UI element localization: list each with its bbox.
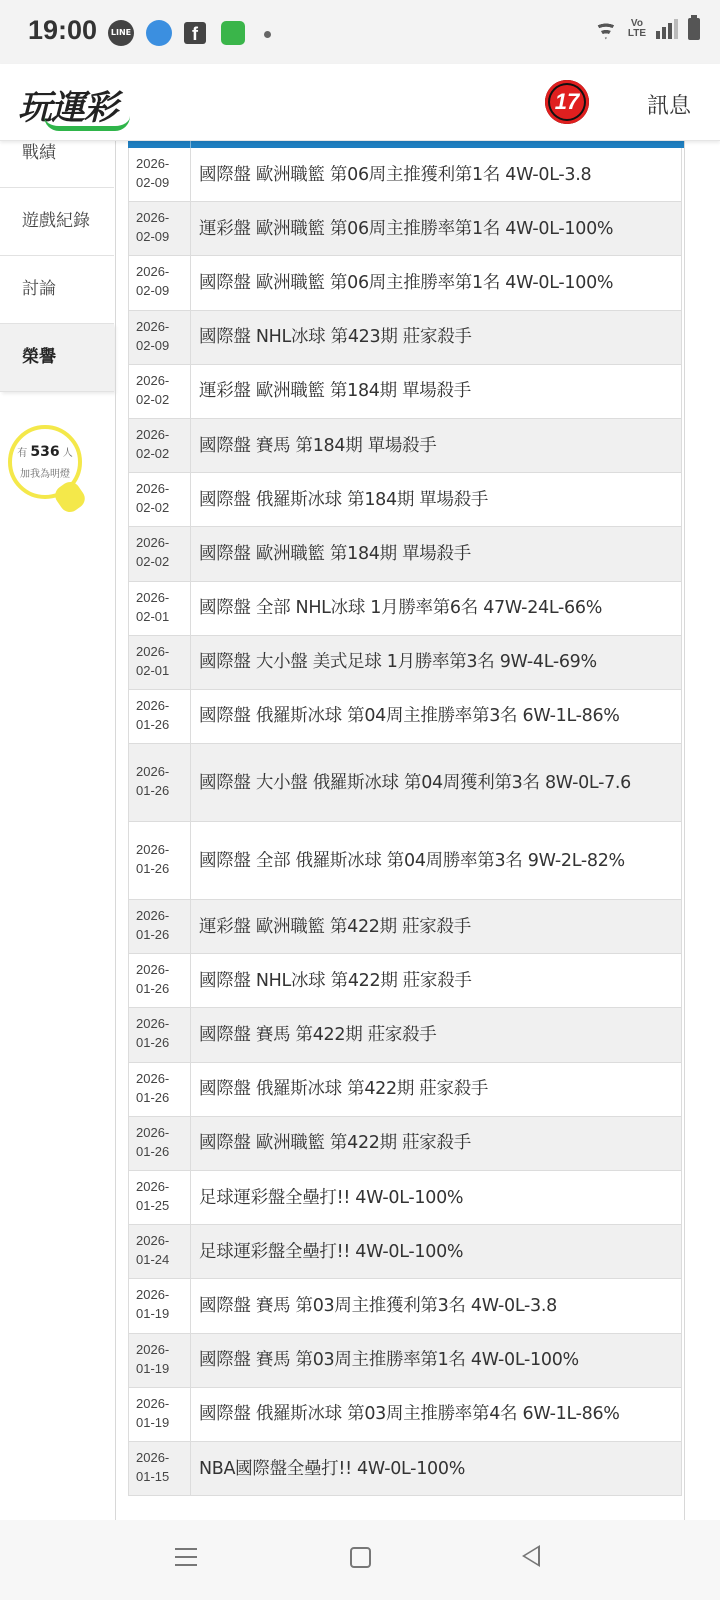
row-date (129, 900, 191, 953)
row-date-year: 2026- (136, 481, 170, 497)
row-honor-text: 運彩盤 歐洲職籃 第06周主推勝率第1名 4W-0L-100% (199, 218, 614, 239)
row-date-year: 2026- (136, 426, 170, 442)
table-row (128, 202, 682, 256)
sidebar-item-honors[interactable] (0, 324, 114, 392)
row-date-monthday: 01-26 (136, 1035, 170, 1051)
row-date-year: 2026- (136, 1179, 170, 1194)
row-date-monthday: 01-19 (136, 1360, 170, 1376)
row-date (129, 202, 191, 255)
home-icon[interactable] (350, 1547, 371, 1568)
sidebar-item-label: 遊戲紀錄 (22, 211, 90, 231)
system-nav-bar (0, 1520, 720, 1600)
row-date-monthday: 02-09 (136, 175, 170, 190)
facebook-icon: f (184, 22, 206, 44)
sidebar-item-label: 戰績 (22, 143, 56, 163)
row-honor-text: 足球運彩盤全壘打!! 4W-0L-100% (199, 1187, 464, 1208)
volte-top-label: Vo (630, 18, 643, 29)
content-right-border (684, 140, 685, 1520)
table-row (128, 582, 682, 636)
row-date-year: 2026- (136, 1395, 170, 1411)
table-row (128, 148, 682, 202)
app-header (0, 64, 720, 141)
row-date-year: 2026- (136, 764, 170, 780)
row-date-year: 2026- (136, 643, 170, 659)
row-date-monthday: 02-01 (136, 608, 170, 624)
back-icon[interactable] (522, 1545, 540, 1567)
sidebar-divider (115, 140, 116, 1520)
row-date-monthday: 01-26 (136, 716, 170, 732)
table-row (128, 1388, 682, 1442)
table-row (128, 1225, 682, 1279)
table-row (128, 1171, 682, 1225)
row-date (129, 582, 191, 635)
signal-icon (656, 19, 678, 39)
sidebar-item-game-history[interactable] (0, 188, 114, 256)
row-honor-text: 國際盤 賽馬 第422期 莊家殺手 (199, 1025, 437, 1046)
row-honor-text: 國際盤 俄羅斯冰球 第04周主推勝率第3名 6W-1L-86% (199, 706, 620, 727)
row-date-year: 2026- (136, 318, 170, 334)
sidebar (0, 140, 116, 1520)
row-date-monthday: 01-24 (136, 1252, 170, 1268)
row-date-monthday: 01-26 (136, 783, 170, 799)
row-honor-text: 運彩盤 歐洲職籃 第184期 單場殺手 (199, 381, 471, 402)
lamp-prefix: 有 (17, 448, 28, 459)
volte-icon (628, 19, 646, 39)
row-date-year: 2026- (136, 535, 170, 551)
table-row (128, 365, 682, 419)
row-honor-text: 國際盤 歐洲職籃 第06周主推勝率第1名 4W-0L-100% (199, 272, 614, 293)
row-date-monthday: 02-02 (136, 391, 170, 407)
lamp-caption: 加我為明燈 (20, 469, 70, 480)
row-date (129, 473, 191, 526)
table-row (128, 419, 682, 473)
row-date-monthday: 02-02 (136, 554, 170, 570)
row-date (129, 1008, 191, 1061)
row-date-year: 2026- (136, 1287, 170, 1303)
row-honor-text: 足球運彩盤全壘打!! 4W-0L-100% (199, 1241, 464, 1262)
line-icon: LINE (108, 20, 134, 46)
row-date-monthday: 01-19 (136, 1306, 170, 1322)
row-date (129, 1442, 191, 1495)
row-date (129, 636, 191, 689)
table-row (128, 311, 682, 365)
volte-bottom-label: LTE (627, 28, 646, 39)
table-row (128, 1334, 682, 1388)
status-right-icons (594, 18, 700, 40)
row-date-monthday: 01-26 (136, 1089, 170, 1105)
table-row (128, 900, 682, 954)
row-date (129, 1388, 191, 1441)
row-date (129, 311, 191, 364)
table-row (128, 1117, 682, 1171)
row-date-year: 2026- (136, 1016, 170, 1032)
row-date-year: 2026- (136, 1449, 170, 1465)
battery-icon (688, 18, 700, 40)
table-row (128, 744, 682, 822)
table-row (128, 822, 682, 900)
table-row (128, 1442, 682, 1496)
row-honor-text: 國際盤 歐洲職籃 第184期 單場殺手 (199, 543, 471, 564)
table-row (128, 473, 682, 527)
row-date-year: 2026- (136, 372, 170, 388)
row-date-year: 2026- (136, 697, 170, 713)
table-row (128, 1279, 682, 1333)
row-date-year: 2026- (136, 156, 170, 171)
row-date (129, 822, 191, 899)
lamp-count: 536 (30, 444, 60, 460)
table-body (128, 148, 684, 1496)
row-honor-text: 國際盤 大小盤 美式足球 1月勝率第3名 9W-4L-69% (199, 652, 597, 673)
row-date (129, 690, 191, 743)
row-date (129, 1063, 191, 1116)
row-date-year: 2026- (136, 264, 170, 280)
row-date-monthday: 02-01 (136, 662, 170, 678)
row-date (129, 1225, 191, 1278)
row-date-monthday: 01-25 (136, 1198, 170, 1213)
row-date-year: 2026- (136, 962, 170, 978)
store-icon (221, 21, 245, 45)
row-date (129, 1117, 191, 1170)
table-row (128, 636, 682, 690)
row-date (129, 1334, 191, 1387)
wifi-icon (594, 19, 618, 39)
table-row (128, 954, 682, 1008)
row-date-monthday: 01-26 (136, 927, 170, 943)
row-honor-text: 國際盤 俄羅斯冰球 第422期 莊家殺手 (199, 1079, 489, 1100)
row-honor-text: 國際盤 大小盤 俄羅斯冰球 第04周獲利第3名 8W-0L-7.6 (199, 772, 632, 793)
badge-17-icon[interactable]: 17 (545, 80, 589, 124)
row-date (129, 1171, 191, 1224)
row-date-year: 2026- (136, 1233, 170, 1249)
row-date-monthday: 01-26 (136, 981, 170, 997)
row-date-monthday: 01-19 (136, 1414, 170, 1430)
row-honor-text: 國際盤 賽馬 第03周主推勝率第1名 4W-0L-100% (199, 1350, 579, 1371)
row-date-year: 2026- (136, 1341, 170, 1357)
sidebar-item-label: 榮譽 (22, 347, 56, 367)
row-honor-text: 國際盤 全部 俄羅斯冰球 第04周勝率第3名 9W-2L-82% (199, 850, 625, 871)
row-date-year: 2026- (136, 589, 170, 605)
status-bar (0, 0, 720, 64)
row-honor-text: 國際盤 歐洲職籃 第422期 莊家殺手 (199, 1133, 471, 1154)
row-honor-text: 國際盤 全部 NHL冰球 1月勝率第6名 47W-24L-66% (199, 598, 603, 619)
row-date (129, 419, 191, 472)
recent-apps-icon[interactable] (175, 1548, 197, 1566)
site-logo[interactable]: 玩運彩 (18, 88, 117, 128)
row-date-monthday: 01-26 (136, 861, 170, 877)
row-date (129, 256, 191, 309)
row-honor-text: NBA國際盤全壘打!! 4W-0L-100% (199, 1458, 466, 1479)
sidebar-item-discussion[interactable] (0, 256, 114, 324)
row-date-year: 2026- (136, 908, 170, 924)
message-icon (146, 20, 172, 46)
row-date (129, 365, 191, 418)
table-row (128, 256, 682, 310)
row-honor-text: 國際盤 NHL冰球 第422期 莊家殺手 (199, 970, 472, 991)
row-date-monthday: 02-09 (136, 229, 170, 245)
status-time: 19:00 (28, 15, 98, 45)
row-date-monthday: 02-02 (136, 445, 170, 461)
row-date-monthday: 02-09 (136, 337, 170, 353)
row-date (129, 744, 191, 821)
lamp-suffix: 人 (62, 448, 73, 459)
row-honor-text: 國際盤 賽馬 第03周主推獲利第3名 4W-0L-3.8 (199, 1295, 557, 1316)
row-honor-text: 國際盤 賽馬 第184期 單場殺手 (199, 435, 437, 456)
row-honor-text: 國際盤 俄羅斯冰球 第03周主推勝率第4名 6W-1L-86% (199, 1404, 620, 1425)
row-date (129, 954, 191, 1007)
row-honor-text: 國際盤 歐洲職籃 第06周主推獲利第1名 4W-0L-3.8 (199, 164, 592, 185)
lamp-count-line (12, 444, 78, 460)
row-date-year: 2026- (136, 842, 170, 858)
table-row (128, 527, 682, 581)
row-honor-text: 運彩盤 歐洲職籃 第422期 莊家殺手 (199, 916, 471, 937)
row-honor-text: 國際盤 NHL冰球 第423期 莊家殺手 (199, 327, 472, 348)
row-date-monthday: 02-02 (136, 500, 170, 516)
row-date-monthday: 02-09 (136, 283, 170, 299)
row-date-year: 2026- (136, 210, 170, 226)
table-row (128, 1008, 682, 1062)
row-honor-text: 國際盤 俄羅斯冰球 第184期 單場殺手 (199, 489, 489, 510)
row-date (129, 148, 191, 201)
row-date-monthday: 01-15 (136, 1468, 170, 1484)
row-date (129, 1279, 191, 1332)
news-link[interactable]: 訊息 (647, 94, 692, 119)
table-row (128, 690, 682, 744)
more-notifications-icon (264, 31, 271, 38)
table-row (128, 1063, 682, 1117)
sidebar-item-label: 討論 (22, 279, 56, 299)
row-date-monthday: 01-26 (136, 1143, 170, 1159)
row-date-year: 2026- (136, 1070, 170, 1086)
row-date (129, 527, 191, 580)
logo-swoosh-icon (44, 116, 130, 131)
honors-table (128, 126, 684, 1520)
row-date-year: 2026- (136, 1124, 170, 1140)
